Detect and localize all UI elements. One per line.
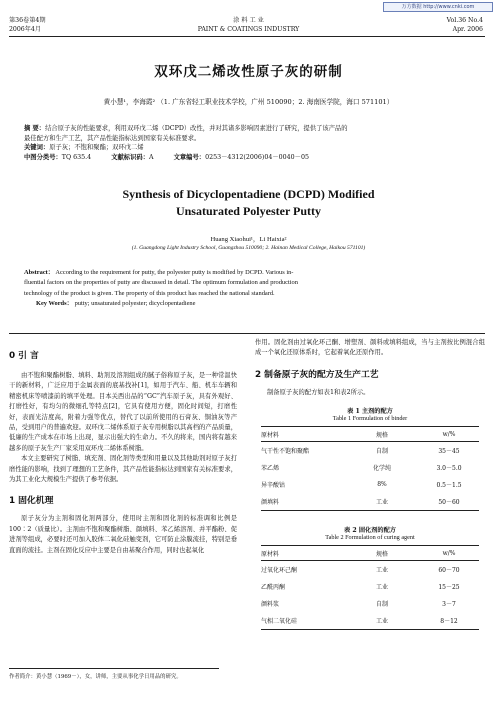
abstract-en-line3: technology of the product is given. The property of this product has reached the national standard. [24, 289, 275, 297]
abstract-label-cn: 摘 要： [24, 125, 46, 132]
table-cell: 3.0－5.0 [436, 465, 462, 473]
authors-cn: 黄小慧¹，李海霞² （1. 广东省轻工职业技术学校，广州 510090；2. 海南医学院，海口 571101） [103, 98, 394, 106]
header-rule [9, 36, 485, 37]
volume-issue-en: Vol.36 No.4 [446, 17, 483, 24]
table-row [261, 578, 479, 595]
journal-name-en: PAINT & COATINGS INDUSTRY [197, 26, 300, 33]
article-id: 0253－4312(2006)04－0040－05 [205, 153, 309, 161]
table-header-material: 原材料 [261, 427, 345, 442]
table-header-spec: 规格 [345, 427, 419, 442]
table-cell: 颜料浆 [261, 601, 280, 609]
section-heading-formulation: 2 制备原子灰的配方及生产工艺 [255, 369, 379, 380]
mechanism-paragraph: 原子灰分为主剂和固化剂两部分，使用时主剂和固化剂的标准调和比例是100∶2（质量比）。主剂由不饱和聚酯树脂、颜填料、苯乙烯溶剂、并平酯粉、促进剂等组成，必要时还可加入胶体二氧化硅触变剂，它可防止涂膜流挂，特别是垂直面的流挂。主剂在固化反应中主要是自由基聚合作用，同时也起氧化 [9, 515, 237, 554]
abstract-en-line1: According to the requirement for putty, the polyester putty is modified by DCPD. Various in- [55, 269, 294, 276]
volume-issue: 第36卷第4期 [9, 17, 46, 24]
doc-code: A [148, 153, 154, 161]
table-cell: 自制 [375, 601, 388, 609]
table-cell: 8－12 [419, 612, 479, 630]
table-header-spec: 规格 [345, 546, 419, 561]
watermark-badge: 万方数据 http://www.cnki.com [383, 2, 493, 12]
keywords-en: putty; unsaturated polyester; dicyclopentadiene [74, 300, 196, 308]
keywords-label-cn: 关键词： [24, 144, 50, 152]
affiliation-en: (1. Guangdong Light Industry School, Guangzhou 510090; 2. Hainan Medical College, Haikou 571101) [131, 245, 366, 251]
journal-volume-en [447, 16, 483, 34]
class-number-label: 中图分类号： [24, 153, 62, 161]
table-cell: 过氧化环己酮 [261, 567, 298, 575]
keywords-label-en: Key Words： [36, 300, 73, 308]
table-curing-agent-formulation [261, 545, 479, 630]
table1-caption-en: Table 1 Formulation of binder [332, 415, 408, 423]
continuation-paragraph: 作用。固化剂由过氧化环己酮、增塑剂、颜料或填料组成，当与主剂按比例混合组成一个氧化还原体系时，它起着氧化还原作用。 [255, 339, 485, 357]
table-cell: 工业 [375, 567, 388, 575]
table-cell: 自制 [375, 448, 388, 456]
table-cell: 异辛酸钴 [261, 482, 286, 490]
table-cell: 工业 [375, 584, 388, 592]
table-cell: 0.5－1.5 [436, 482, 462, 490]
table-header-fraction: w/% [419, 427, 479, 442]
table-row [261, 459, 479, 476]
authors-en: Huang Xiaohui¹，Li Haixia² [210, 236, 287, 243]
table-row [261, 442, 479, 460]
table-cell: 15－25 [438, 584, 460, 592]
issue-date: 2006年4月 [9, 26, 42, 33]
table-cell: 50－60 [419, 493, 479, 511]
issue-date-en: Apr. 2006 [452, 26, 483, 33]
class-number: TQ 635.4 [61, 153, 92, 161]
table-header-row [261, 546, 479, 561]
paper-title-en-line1: Synthesis of Dicyclopentadiene (DCPD) Modified [122, 187, 375, 201]
table-header-fraction: w/% [419, 546, 479, 561]
abstract-en-line2: fluential factors on the properties of putty are discussed in detail. The optimum formulation and production [24, 279, 298, 287]
table-row [261, 561, 479, 579]
table-cell: 工业 [345, 612, 419, 630]
left-column [9, 342, 237, 556]
table-row [261, 612, 479, 630]
table-cell: 气干性不饱和聚酯 [261, 448, 310, 456]
right-column [255, 338, 485, 630]
intro-paragraph-1: 由不饱和聚酯树脂、填料、助剂及溶剂组成的腻子俗称原子灰，是一种常温快干的新材料，广泛应用于金属表面的底基找补[1]，如用于汽车、船、机车车辆和精密机床等喷漆前的填平处理。目本关西出品的“GC”汽车原子灰，具有外观好、打磨性好，有均匀的微细孔等特点[2]，它具有使用方便，固化时间短，打磨性好，表面光洁度高，附着力强等优点，替代了以前所使用的石膏灰、铜油灰等产品，受到用户的普遍欢迎。双环戊二烯体系原子灰专用树脂以其高档的产品质量，低廉的生产成本在市场上出现，显示出强大的生命力。不久的将来，国内将有越来越多的原子灰生产厂家采用双环戊二烯体系树脂。 [9, 372, 237, 452]
table-cell: 颜填料 [261, 493, 345, 511]
table-cell: 8% [377, 481, 387, 489]
table-cell: 工业 [345, 493, 419, 511]
abstract-text-cn-1: 结合原子灰的性能要求，利用双环戊二烯（DCPD）改性，并对其诸多影响因素进行了研究，提供了该产品的 [45, 125, 348, 132]
table-row [261, 493, 479, 511]
table-cell: 气相二氧化硅 [261, 612, 345, 630]
section-heading-intro: 0 引 言 [9, 351, 39, 361]
journal-name-cn: 涂 料 工 业 [233, 17, 264, 24]
table-cell: 化学纯 [372, 465, 391, 473]
table-cell: 35－45 [438, 448, 460, 456]
table-cell: 苯乙烯 [261, 465, 280, 473]
intro-paragraph-2: 本文主要研究了树脂、填充剂、固化剂等类型和用量以及其他助剂对原子灰打磨性能的影响，找到了理想的工艺条件，其产品性能指标达到国家有关标准要求，为其工业化大规模生产提供了参考依据。 [9, 455, 237, 484]
section-heading-mechanism: 1 固化机理 [9, 496, 54, 507]
paper-title-cn: 双环戊二烯改性原子灰的研制 [154, 64, 343, 80]
abstract-cn [24, 124, 474, 162]
table-cell: 60－70 [438, 567, 460, 575]
table-header-row [261, 427, 479, 442]
abstract-text-cn-2: 最佳配方和生产工艺，其产品性能指标达到国家有关标准要求。 [24, 134, 201, 142]
table-row [261, 476, 479, 493]
abstract-label-en: Abstract： [24, 269, 55, 276]
keywords-cn: 原子灰；不饱和聚酯；双环戊二烯 [49, 144, 144, 152]
author-footnote: 作者简介：黄小慧（1969－），女，讲师，主要从事化学日用品的研究。 [9, 674, 182, 680]
paper-title-en-line2: Unsaturated Polyester Putty [175, 204, 322, 218]
table-row [261, 595, 479, 612]
table1-caption-cn: 表 1 主剂的配方 [347, 408, 393, 416]
formulation-intro: 制备原子灰的配方如表1和表2所示。 [267, 388, 370, 396]
table-header-material: 原材料 [261, 546, 345, 561]
section-divider [9, 333, 485, 334]
abstract-en [24, 268, 476, 310]
table-binder-formulation [261, 426, 479, 511]
doc-code-label: 文献标识码： [111, 153, 149, 161]
article-id-label: 文章编号： [173, 153, 206, 161]
table-cell: 乙酰丙酮 [261, 584, 286, 592]
journal-name [0, 16, 497, 34]
footnote-rule [9, 668, 219, 669]
table2-caption-en: Table 2 Formulation of curing agent [325, 534, 415, 542]
table2-caption-cn: 表 2 固化剂的配方 [344, 527, 396, 535]
table-cell: 3－7 [442, 601, 456, 609]
